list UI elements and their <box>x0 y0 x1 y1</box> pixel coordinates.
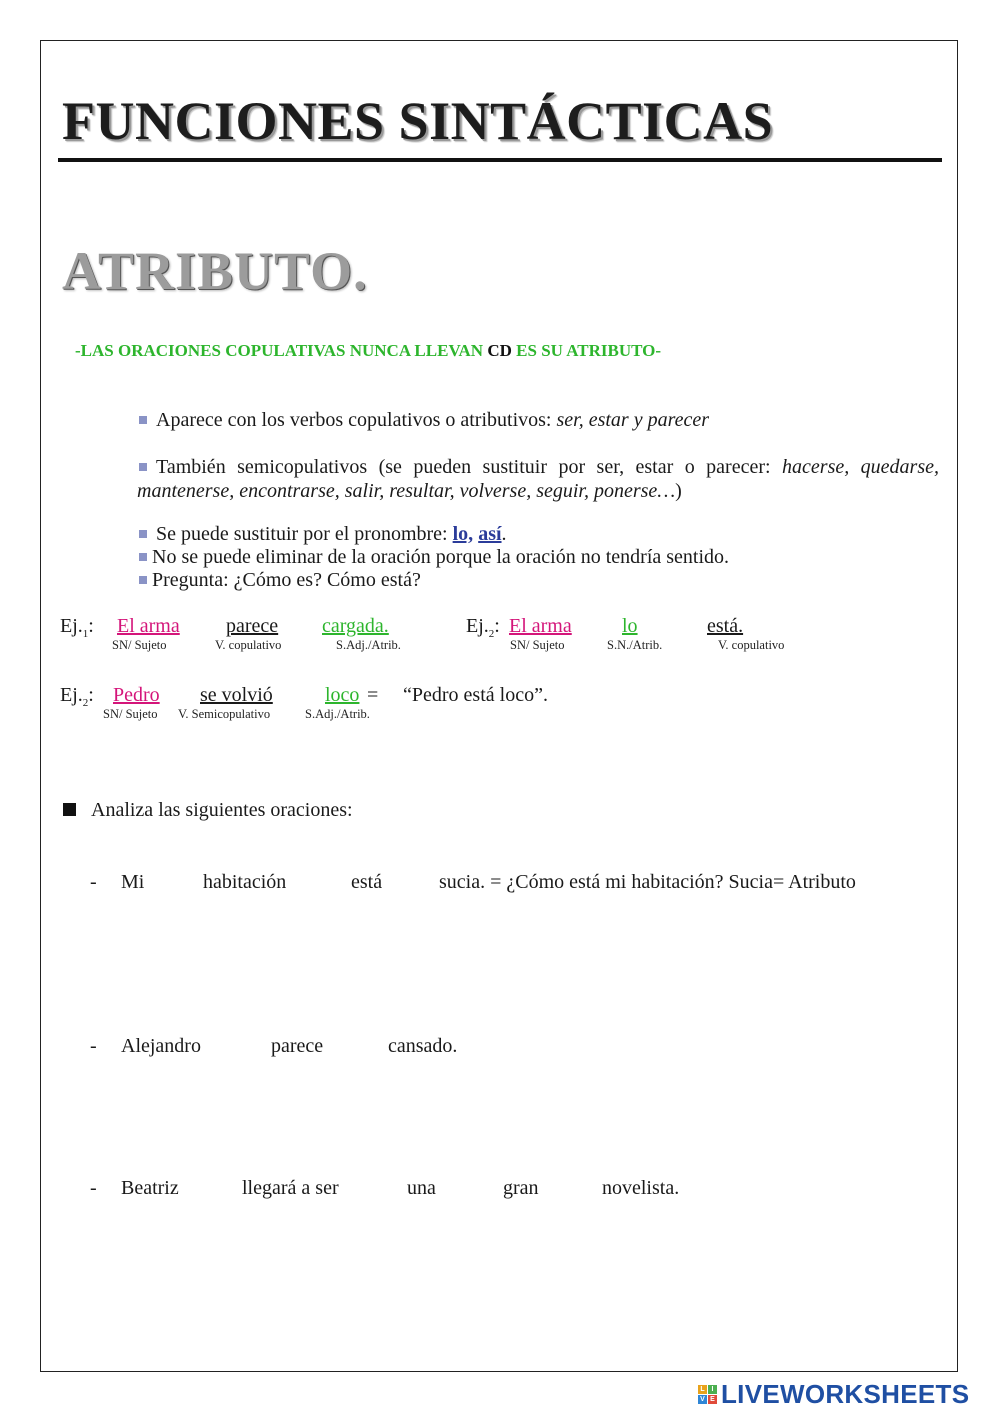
example-3-tag-verb: V. Semicopulativo <box>178 707 271 721</box>
warning-part2: ES SU ATRIBUTO- <box>516 341 662 360</box>
bullet-verbs <box>139 409 709 432</box>
sentence-3-word[interactable]: novelista. <box>602 1177 680 1199</box>
example-3-subject: Pedro <box>113 684 160 706</box>
sentence-3-word[interactable]: una <box>407 1177 436 1199</box>
warning-line <box>75 341 661 361</box>
example-1-attribute: cargada. <box>322 615 389 637</box>
sentence-2-word[interactable]: cansado. <box>388 1035 458 1057</box>
example-3-verb: se volvió <box>200 684 273 706</box>
bullet-square-icon <box>139 416 147 424</box>
sentence-2-word[interactable]: Alejandro <box>121 1035 201 1057</box>
sentence-2-dash: - <box>90 1035 97 1057</box>
bullet-square-icon <box>139 530 147 538</box>
example-1-tag-subject: SN/ Sujeto <box>112 638 167 652</box>
logo-grid-icon: L I V E <box>698 1385 717 1404</box>
example-2-label: $Ej._2$: <box>466 615 500 640</box>
bullet-text: Aparece con los verbos copulativos o atributivos: <box>156 409 557 431</box>
bullet-pregunta <box>139 569 421 592</box>
pronoun-asi: así <box>478 523 502 545</box>
example-2-tag-verb: V. copulativo <box>718 638 785 652</box>
black-square-icon <box>63 803 76 816</box>
exercise-heading <box>63 799 353 822</box>
example-2-tag-attribute: S.N./Atrib. <box>607 638 663 652</box>
bullet-italic: hacerse, quedarse, mantenerse, encontrarse, salir, resultar, volverse, seguir, ponerse… <box>137 456 939 502</box>
example-3-quote: “Pedro está loco”. <box>403 684 548 706</box>
bullet-close-paren: ) <box>675 480 682 502</box>
sentence-1-word[interactable]: está <box>351 871 383 893</box>
title-underline <box>58 158 942 162</box>
example-3-tag-subject: SN/ Sujeto <box>103 707 158 721</box>
bullet-no-eliminar <box>139 546 729 569</box>
example-1-tag-verb: V. copulativo <box>215 638 282 652</box>
bullet-text: Se puede sustituir por el pronombre: <box>156 523 453 545</box>
logo-text: LIVEWORKSHEETS <box>721 1378 970 1409</box>
bullet-period: . <box>501 523 507 545</box>
page-title: FUNCIONES SINTÁCTICAS <box>62 91 774 151</box>
warning-cd: CD <box>487 341 512 360</box>
example-2-attribute: lo <box>622 615 638 637</box>
sentence-1-word[interactable]: sucia. = ¿Cómo está mi habitación? Sucia= Atributo <box>439 871 856 893</box>
bullet-square-icon <box>139 553 147 561</box>
bullet-text: Pregunta: ¿Cómo es? Cómo está? <box>152 569 421 591</box>
example-1-verb: parece <box>226 615 279 637</box>
sentence-3-dash: - <box>90 1177 97 1199</box>
example-1-tag-attribute: S.Adj./Atrib. <box>336 638 401 652</box>
example-3-equals: = <box>367 684 379 706</box>
bullet-italic: ser, estar y parecer <box>556 409 710 431</box>
sentence-1-dash: - <box>90 871 97 893</box>
liveworksheets-logo <box>698 1380 969 1408</box>
bullet-pronombre <box>139 523 507 546</box>
example-3-attribute: loco <box>325 684 360 706</box>
example-2-tag-subject: SN/ Sujeto <box>510 638 565 652</box>
example-3-label: $Ej._2$: <box>60 684 94 709</box>
bullet-text: También semicopulativos (se pueden sustituir por ser, estar o parecer: <box>156 456 783 478</box>
sentence-1-word[interactable]: Mi <box>121 871 145 893</box>
bullet-text: No se puede eliminar de la oración porque la oración no tendría sentido. <box>152 546 730 568</box>
example-2-verb: está. <box>707 615 744 637</box>
section-title: ATRIBUTO. <box>62 241 368 301</box>
bullet-square-icon <box>139 463 147 471</box>
bullet-square-icon <box>139 576 147 584</box>
sentence-3-word[interactable]: Beatriz <box>121 1177 179 1199</box>
sentence-3-word[interactable]: llegará a ser <box>242 1177 339 1199</box>
example-3-tag-attribute: S.Adj./Atrib. <box>305 707 370 721</box>
sentence-3-word[interactable]: gran <box>503 1177 539 1199</box>
warning-part1: -LAS ORACIONES COPULATIVAS NUNCA LLEVAN <box>75 341 484 360</box>
exercise-heading-text: Analiza las siguientes oraciones: <box>91 799 353 821</box>
sentence-1-word[interactable]: habitación <box>203 871 287 893</box>
bullet-semicopulativos <box>137 455 939 503</box>
example-2-subject: El arma <box>509 615 572 637</box>
pronoun-lo: lo, <box>452 523 474 545</box>
example-1-subject: El arma <box>117 615 180 637</box>
example-1-label: $Ej._1$: <box>60 615 94 640</box>
sentence-2-word[interactable]: parece <box>271 1035 324 1057</box>
